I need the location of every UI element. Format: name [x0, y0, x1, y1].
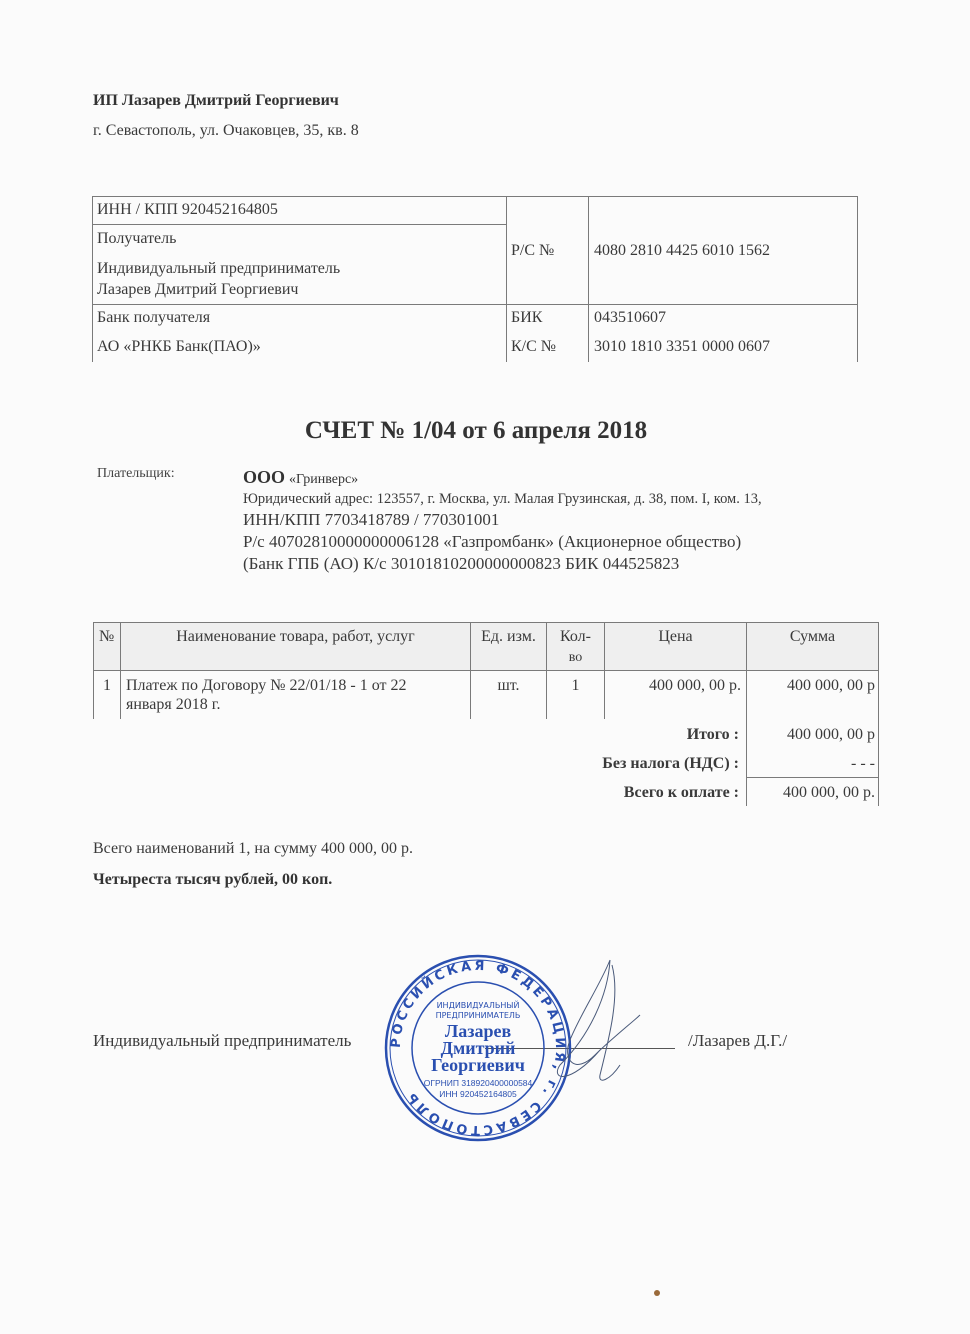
stamp-name2: Дмитрий — [440, 1038, 516, 1058]
table-border — [588, 196, 589, 362]
table-border — [857, 196, 858, 362]
payer-inn-kpp: ИНН/КПП 7703418789 / 770301001 — [243, 510, 500, 529]
row-name-line1: Платеж по Договору № 22/01/18 - 1 от 22 — [126, 677, 407, 694]
row-num: 1 — [103, 677, 111, 694]
payer-bank: (Банк ГПБ (АО) К/с 30101810200000000823 БИК 044525823 — [243, 554, 680, 573]
table-border — [92, 224, 506, 225]
row-sum: 400 000, 00 р — [787, 677, 875, 694]
grand-total-value: 400 000, 00 р. — [783, 784, 875, 801]
summary-words: Четыреста тысяч рублей, 00 коп. — [93, 871, 333, 888]
handwritten-signature — [540, 955, 660, 1095]
row-unit: шт. — [497, 677, 520, 694]
row-name-line2: января 2018 г. — [126, 696, 221, 713]
stamp-name3: Георгиевич — [431, 1055, 525, 1075]
payer-label: Плательщик: — [97, 466, 175, 481]
stamp-name1: Лазарев — [444, 1021, 512, 1041]
invoice-title: СЧЕТ № 1/04 от 6 апреля 2018 — [304, 417, 648, 444]
header-price: Цена — [658, 628, 693, 645]
row-price: 400 000, 00 р. — [649, 677, 741, 694]
paper-stain — [654, 1290, 660, 1296]
bank-name: АО «РНКБ Банк(ПАО)» — [97, 338, 261, 355]
stamp-line2: ПРЕДПРИНИМАТЕЛЬ — [435, 1011, 521, 1020]
bik-label: БИК — [511, 309, 543, 326]
corr-value: 3010 1810 3351 0000 0607 — [594, 338, 770, 355]
stamp-line1: ИНДИВИДУАЛЬНЫЙ — [436, 1001, 520, 1010]
stamp-ogrnip: ОГРНИП 318920400000584 — [423, 1078, 533, 1088]
signer-name: /Лазарев Д.Г./ — [688, 1031, 788, 1050]
seller-name: ИП Лазарев Дмитрий Георгиевич — [93, 92, 339, 109]
summary-count: Всего наименований 1, на сумму 400 000, 00 р. — [93, 840, 413, 857]
table-border — [506, 196, 507, 362]
signature-stroke — [557, 960, 640, 1080]
table-border — [93, 670, 879, 671]
vat-label: Без налога (НДС) : — [602, 755, 739, 772]
table-border — [746, 777, 879, 778]
payer-org-name: «Гринверс» — [289, 472, 359, 487]
table-border — [93, 622, 94, 719]
table-border — [92, 196, 858, 197]
bik-value: 043510607 — [594, 309, 666, 326]
seller-address: г. Севастополь, ул. Очаковцев, 35, кв. 8 — [93, 122, 359, 139]
table-border — [93, 622, 879, 623]
stamp-outer-text: РОССИЙСКАЯ ФЕДЕРАЦИЯ, г. СЕВАСТОПОЛЬ — [388, 958, 568, 1138]
bank-details-table — [92, 196, 858, 362]
header-unit: Ед. изм. — [481, 628, 536, 645]
recipient-line1: Индивидуальный предприниматель — [97, 260, 341, 277]
account-label: Р/С № — [511, 242, 555, 259]
table-border — [92, 304, 858, 305]
total-value: 400 000, 00 р — [787, 726, 875, 743]
table-border — [878, 622, 879, 806]
payer-name — [243, 467, 358, 488]
header-name: Наименование товара, работ, услуг — [176, 628, 415, 645]
vat-value: - - - — [851, 755, 875, 772]
header-qty-line2: во — [568, 650, 583, 665]
inn-kpp: ИНН / КПП 920452164805 — [97, 201, 278, 218]
grand-total-label: Всего к оплате : — [623, 784, 739, 801]
account-value: 4080 2810 4425 6010 1562 — [594, 242, 770, 259]
total-label: Итого : — [686, 726, 739, 743]
payer-org-form: ООО — [243, 467, 286, 487]
header-num: № — [99, 628, 115, 645]
bank-label: Банк получателя — [97, 309, 211, 326]
header-qty-line1: Кол- — [560, 628, 591, 645]
signer-role: Индивидуальный предприниматель — [93, 1031, 352, 1050]
row-qty: 1 — [571, 677, 580, 694]
table-border — [92, 196, 93, 362]
header-sum: Сумма — [789, 628, 836, 645]
recipient-label: Получатель — [97, 230, 177, 247]
payer-account: Р/с 40702810000000006128 «Газпромбанк» (Акционерное общество) — [243, 532, 742, 551]
stamp-inn: ИНН 920452164805 — [439, 1089, 517, 1099]
recipient-line2: Лазарев Дмитрий Георгиевич — [97, 281, 299, 298]
table-border — [746, 622, 747, 806]
payer-address: Юридический адрес: 123557, г. Москва, ул. Малая Грузинская, д. 38, пом. I, ком. 13, — [243, 491, 762, 507]
corr-label: К/С № — [511, 338, 557, 355]
